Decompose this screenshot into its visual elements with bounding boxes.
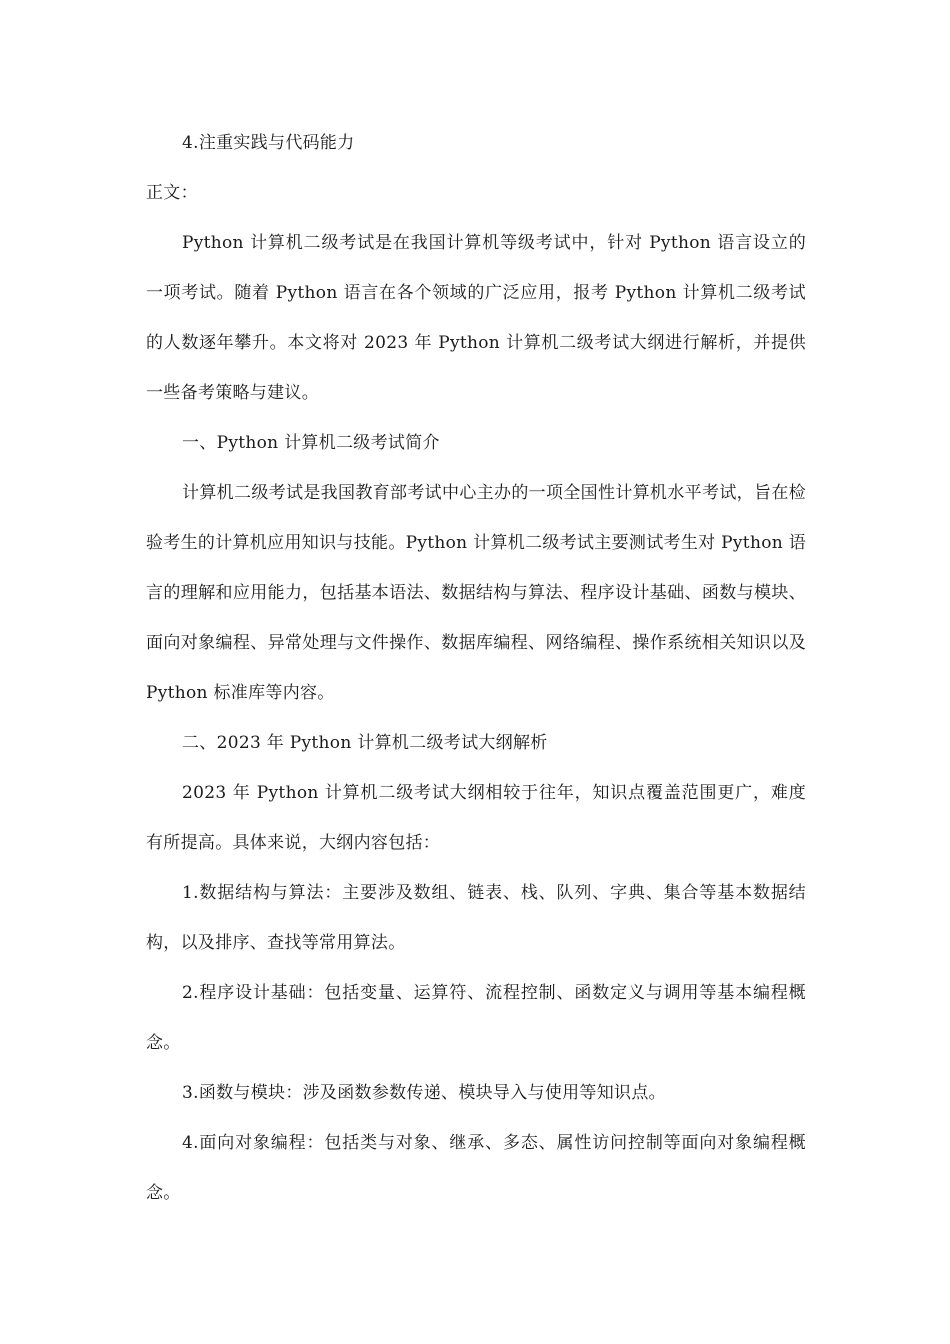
section-heading-1: 一、Python 计算机二级考试简介 <box>182 433 440 453</box>
document-body <box>146 118 806 1218</box>
paragraph-point-4-practice: 4.注重实践与代码能力 <box>182 133 355 153</box>
paragraph-intro: Python 计算机二级考试是在我国计算机等级考试中，针对 Python 语言设立的一项考试。随着 Python 语言在各个领域的广泛应用，报考 Python 计算机二级考试的人数逐年攀升。本文将对 2023 年 Python 计算机二级考试大纲进行解析，并提供一些备考策略与建议。 <box>146 233 806 403</box>
list-item-functions-modules: 3.函数与模块：涉及函数参数传递、模块导入与使用等知识点。 <box>182 1083 666 1103</box>
section-heading-2: 二、2023 年 Python 计算机二级考试大纲解析 <box>182 733 548 753</box>
paragraph-syllabus-summary: 2023 年 Python 计算机二级考试大纲相较于往年，知识点覆盖范围更广，难度有所提高。具体来说，大纲内容包括： <box>146 783 806 853</box>
list-item-oop: 4.面向对象编程：包括类与对象、继承、多态、属性访问控制等面向对象编程概念。 <box>146 1133 806 1203</box>
list-item-programming-basics: 2.程序设计基础：包括变量、运算符、流程控制、函数定义与调用等基本编程概念。 <box>146 983 806 1053</box>
paragraph-body-label: 正文： <box>146 183 198 203</box>
paragraph-exam-overview: 计算机二级考试是我国教育部考试中心主办的一项全国性计算机水平考试，旨在检验考生的计算机应用知识与技能。Python 计算机二级考试主要测试考生对 Python 语言的理解和应用能力，包括基本语法、数据结构与算法、程序设计基础、函数与模块、面向对象编程、异常处理与文件操作、数据库编程、网络编程、操作系统相关知识以及 Python 标准库等内容。 <box>146 483 806 703</box>
list-item-data-structures: 1.数据结构与算法：主要涉及数组、链表、栈、队列、字典、集合等基本数据结构，以及排序、查找等常用算法。 <box>146 883 806 953</box>
